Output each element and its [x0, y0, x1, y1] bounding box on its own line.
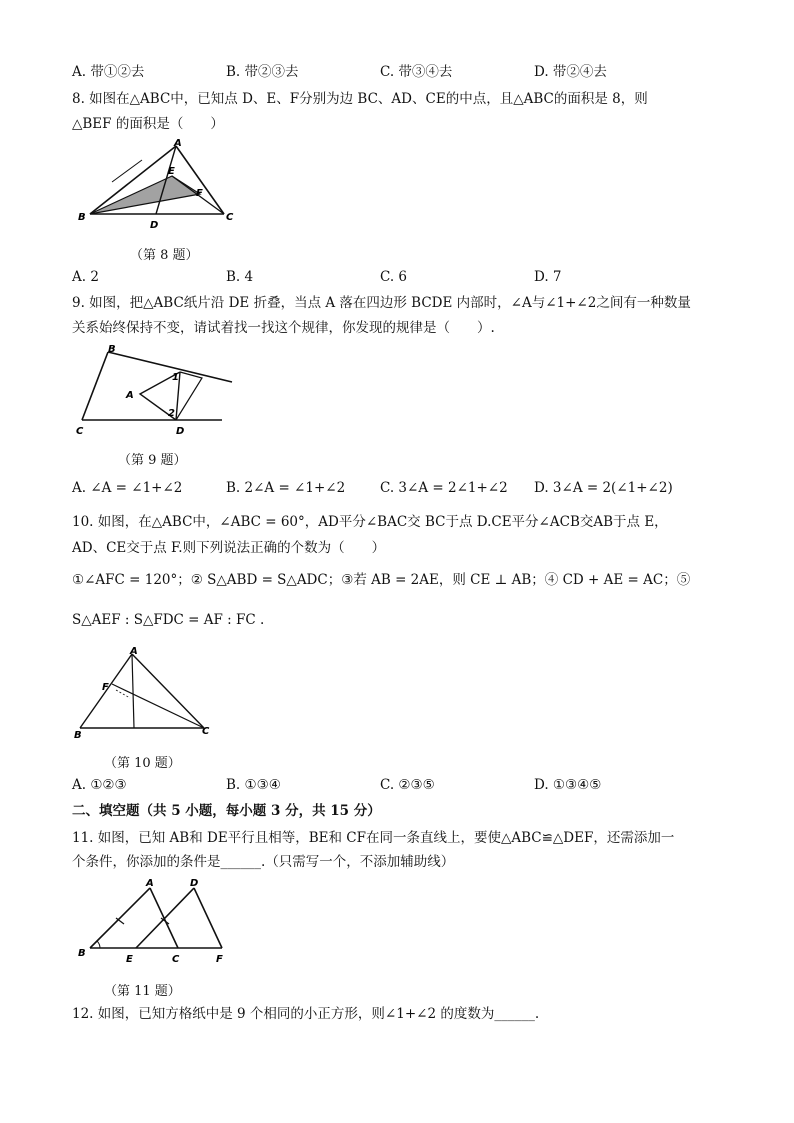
q8-label-f: F — [196, 188, 203, 199]
q9-caption: （第 9 题） — [118, 453, 187, 468]
q8-label-e: E — [168, 166, 175, 177]
q7-option-b: B. 带②③去 — [226, 64, 299, 80]
q7-options — [72, 62, 732, 82]
q10-stem-line2: AD、CE交于点 F.则下列说法正确的个数为（ ） — [72, 540, 386, 556]
q10-label-f: F — [102, 682, 109, 693]
q8-option-b: B. 4 — [226, 269, 254, 285]
q8-option-a: A. 2 — [72, 269, 99, 285]
q8-caption: （第 8 题） — [130, 248, 199, 263]
q10-option-a: A. ①②③ — [72, 777, 127, 793]
q8-option-d: D. 7 — [534, 269, 562, 285]
q8-label-b: B — [78, 212, 86, 223]
q9-label-d: D — [176, 426, 185, 437]
q10-stem-line1: 10. 如图，在△ABC中，∠ABC = 60°，AD平分∠BAC交 BC于点 D.CE平分∠ACB交AB于点 E， — [72, 514, 668, 530]
q10-label-b: B — [74, 730, 82, 741]
q11-label-c: C — [172, 954, 180, 965]
q11-label-e: E — [126, 954, 133, 965]
q11-label-f: F — [216, 954, 223, 965]
q9-stem-line2: 关系始终保持不变，请试着找一找这个规律，你发现的规律是（ ）. — [72, 320, 495, 336]
q10-figure — [72, 646, 222, 742]
q10-option-c: C. ②③⑤ — [380, 777, 435, 793]
q7-option-a: A. 带①②去 — [72, 64, 145, 80]
q7-option-d: D. 带②④去 — [534, 64, 607, 80]
q10-label-a: A — [130, 646, 138, 657]
q9-figure — [72, 344, 242, 440]
q10-caption: （第 10 题） — [104, 756, 181, 771]
q9-label-c: C — [76, 426, 84, 437]
q10-statements: ①∠AFC = 120°；② S△ABD = S△ADC；③若 AB = 2AE，则 CE ⊥ AB；④ CD + AE = AC；⑤ — [72, 572, 691, 588]
q11-label-a: A — [146, 878, 154, 889]
q8-options — [72, 267, 732, 287]
q9-option-b: B. 2∠A = ∠1+∠2 — [226, 480, 346, 496]
q8-option-c: C. 6 — [380, 269, 408, 285]
q8-stem-line1: 8. 如图在△ABC中，已知点 D、E、F分别为边 BC、AD、CE的中点，且△ABC的面积是 8，则 — [72, 91, 648, 107]
q9-option-a: A. ∠A = ∠1+∠2 — [72, 480, 183, 496]
q9-option-c: C. 3∠A = 2∠1+∠2 — [380, 480, 508, 496]
q11-label-d: D — [190, 878, 199, 889]
q7-option-c: C. 带③④去 — [380, 64, 453, 80]
q8-label-a: A — [174, 138, 182, 149]
q11-caption: （第 11 题） — [104, 984, 181, 999]
q10-option-b: B. ①③④ — [226, 777, 281, 793]
q11-label-b: B — [78, 948, 86, 959]
q9-label-2: 2 — [168, 408, 175, 419]
q8-label-d: D — [150, 220, 159, 231]
q10-label-c: C — [202, 726, 210, 737]
q9-label-1: 1 — [172, 372, 179, 383]
q8-shaded-triangle — [90, 176, 200, 214]
q12-stem: 12. 如图，已知方格纸中是 9 个相同的小正方形，则∠1+∠2 的度数为______. — [72, 1006, 540, 1022]
q8-figure — [72, 138, 242, 234]
q10-statement-5: S△AEF : S△FDC = AF : FC . — [72, 612, 265, 628]
q9-options — [72, 478, 732, 498]
q8-label-c: C — [226, 212, 234, 223]
q9-stem-line1: 9. 如图，把△ABC纸片沿 DE 折叠，当点 A 落在四边形 BCDE 内部时，∠A与∠1+∠2之间有一种数量 — [72, 295, 691, 311]
q11-stem-line2: 个条件，你添加的条件是______.（只需写一个，不添加辅助线） — [72, 854, 455, 870]
q11-figure — [72, 878, 232, 970]
q10-options — [72, 775, 732, 795]
q9-option-d: D. 3∠A = 2(∠1+∠2) — [534, 480, 673, 496]
q11-stem-line1: 11. 如图，已知 AB和 DE平行且相等，BE和 CF在同一条直线上，要使△ABC≌△DEF，还需添加一 — [72, 830, 675, 846]
q9-label-b: B — [108, 344, 116, 355]
q10-option-d: D. ①③④⑤ — [534, 777, 602, 793]
q8-stem-line2: △BEF 的面积是（ ） — [72, 116, 224, 132]
q9-label-a: A — [126, 390, 134, 401]
section2-title: 二、填空题（共 5 小题，每小题 3 分，共 15 分） — [72, 803, 381, 819]
